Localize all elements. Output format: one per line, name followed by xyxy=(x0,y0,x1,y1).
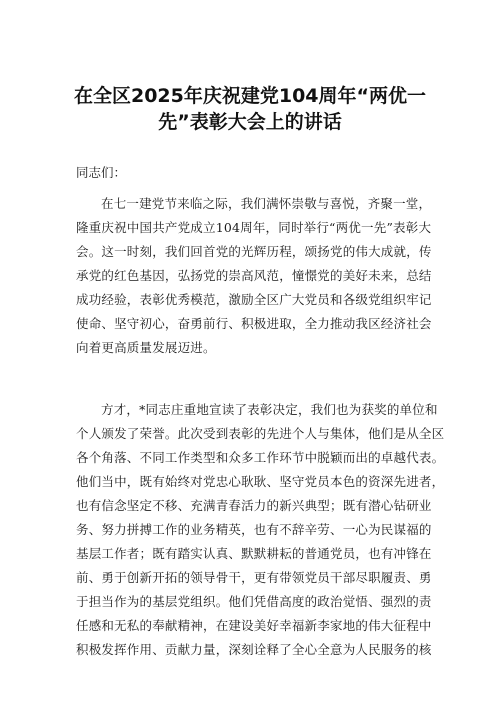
paragraph-line: 承党的红色基因，弘扬党的崇高风范，憧憬党的美好未来，总结 xyxy=(76,268,432,283)
paragraph-commendation xyxy=(76,398,445,662)
speech-title-line-1: 在全区2025年庆祝建党104周年“两优一 xyxy=(73,85,427,107)
paragraph-line: 个人颁发了荣誉。此次受到表彰的先进个人与集体，他们是从全区 xyxy=(76,426,445,441)
paragraph-line: 在七一建党节来临之际，我们满怀崇敬与喜悦，齐聚一堂， xyxy=(101,196,432,211)
paragraph-line: 会。这一时刻，我们回首党的光辉历程，颂扬党的伟大成就，传 xyxy=(76,244,432,259)
paragraph-line: 各个角落、不同工作类型和众多工作环节中脱颖而出的卓越代表。 xyxy=(76,450,445,465)
paragraph-line: 隆重庆祝中国共产党成立104周年，同时举行“两优一先”表彰大 xyxy=(76,220,432,235)
paragraph-line: 方才，*同志庄重地宣读了表彰决定，我们也为获奖的单位和 xyxy=(101,402,438,417)
paragraph-line: 积极发挥作用、贡献力量，深刻诠释了全心全意为人民服务的核 xyxy=(76,642,432,657)
paragraph-line: 也有信念坚定不移、充满青春活力的新兴典型；既有潜心钻研业 xyxy=(76,498,432,513)
speech-title-line-2: 先”表彰大会上的讲话 xyxy=(158,111,342,133)
paragraph-line: 前、勇于创新开拓的领导骨干，更有带领党员干部尽职履责、勇 xyxy=(76,570,432,585)
paragraph-line: 他们当中，既有始终对党忠心耿耿、坚守党员本色的资深先进者， xyxy=(76,474,445,489)
paragraph-opening xyxy=(76,192,432,360)
paragraph-line: 向着更高质量发展迈进。 xyxy=(76,340,216,355)
paragraph-line: 使命、坚守初心，奋勇前行、积极进取，全力推动我区经济社会 xyxy=(76,316,432,331)
paragraph-line: 于担当作为的基层党组织。他们凭借高度的政治觉悟、强烈的责 xyxy=(76,594,432,609)
paragraph-line: 成功经验，表彰优秀模范，激励全区广大党员和各级党组织牢记 xyxy=(76,292,432,307)
paragraph-line: 基层工作者；既有踏实认真、默默耕耘的普通党员，也有冲锋在 xyxy=(76,546,432,561)
salutation: 同志们： xyxy=(76,165,127,180)
paragraph-line: 任感和无私的奉献精神，在建设美好幸福新李家地的伟大征程中 xyxy=(76,618,432,633)
paragraph-line: 务、努力拼搏工作的业务精英，也有不辞辛劳、一心为民谋福的 xyxy=(76,522,432,537)
